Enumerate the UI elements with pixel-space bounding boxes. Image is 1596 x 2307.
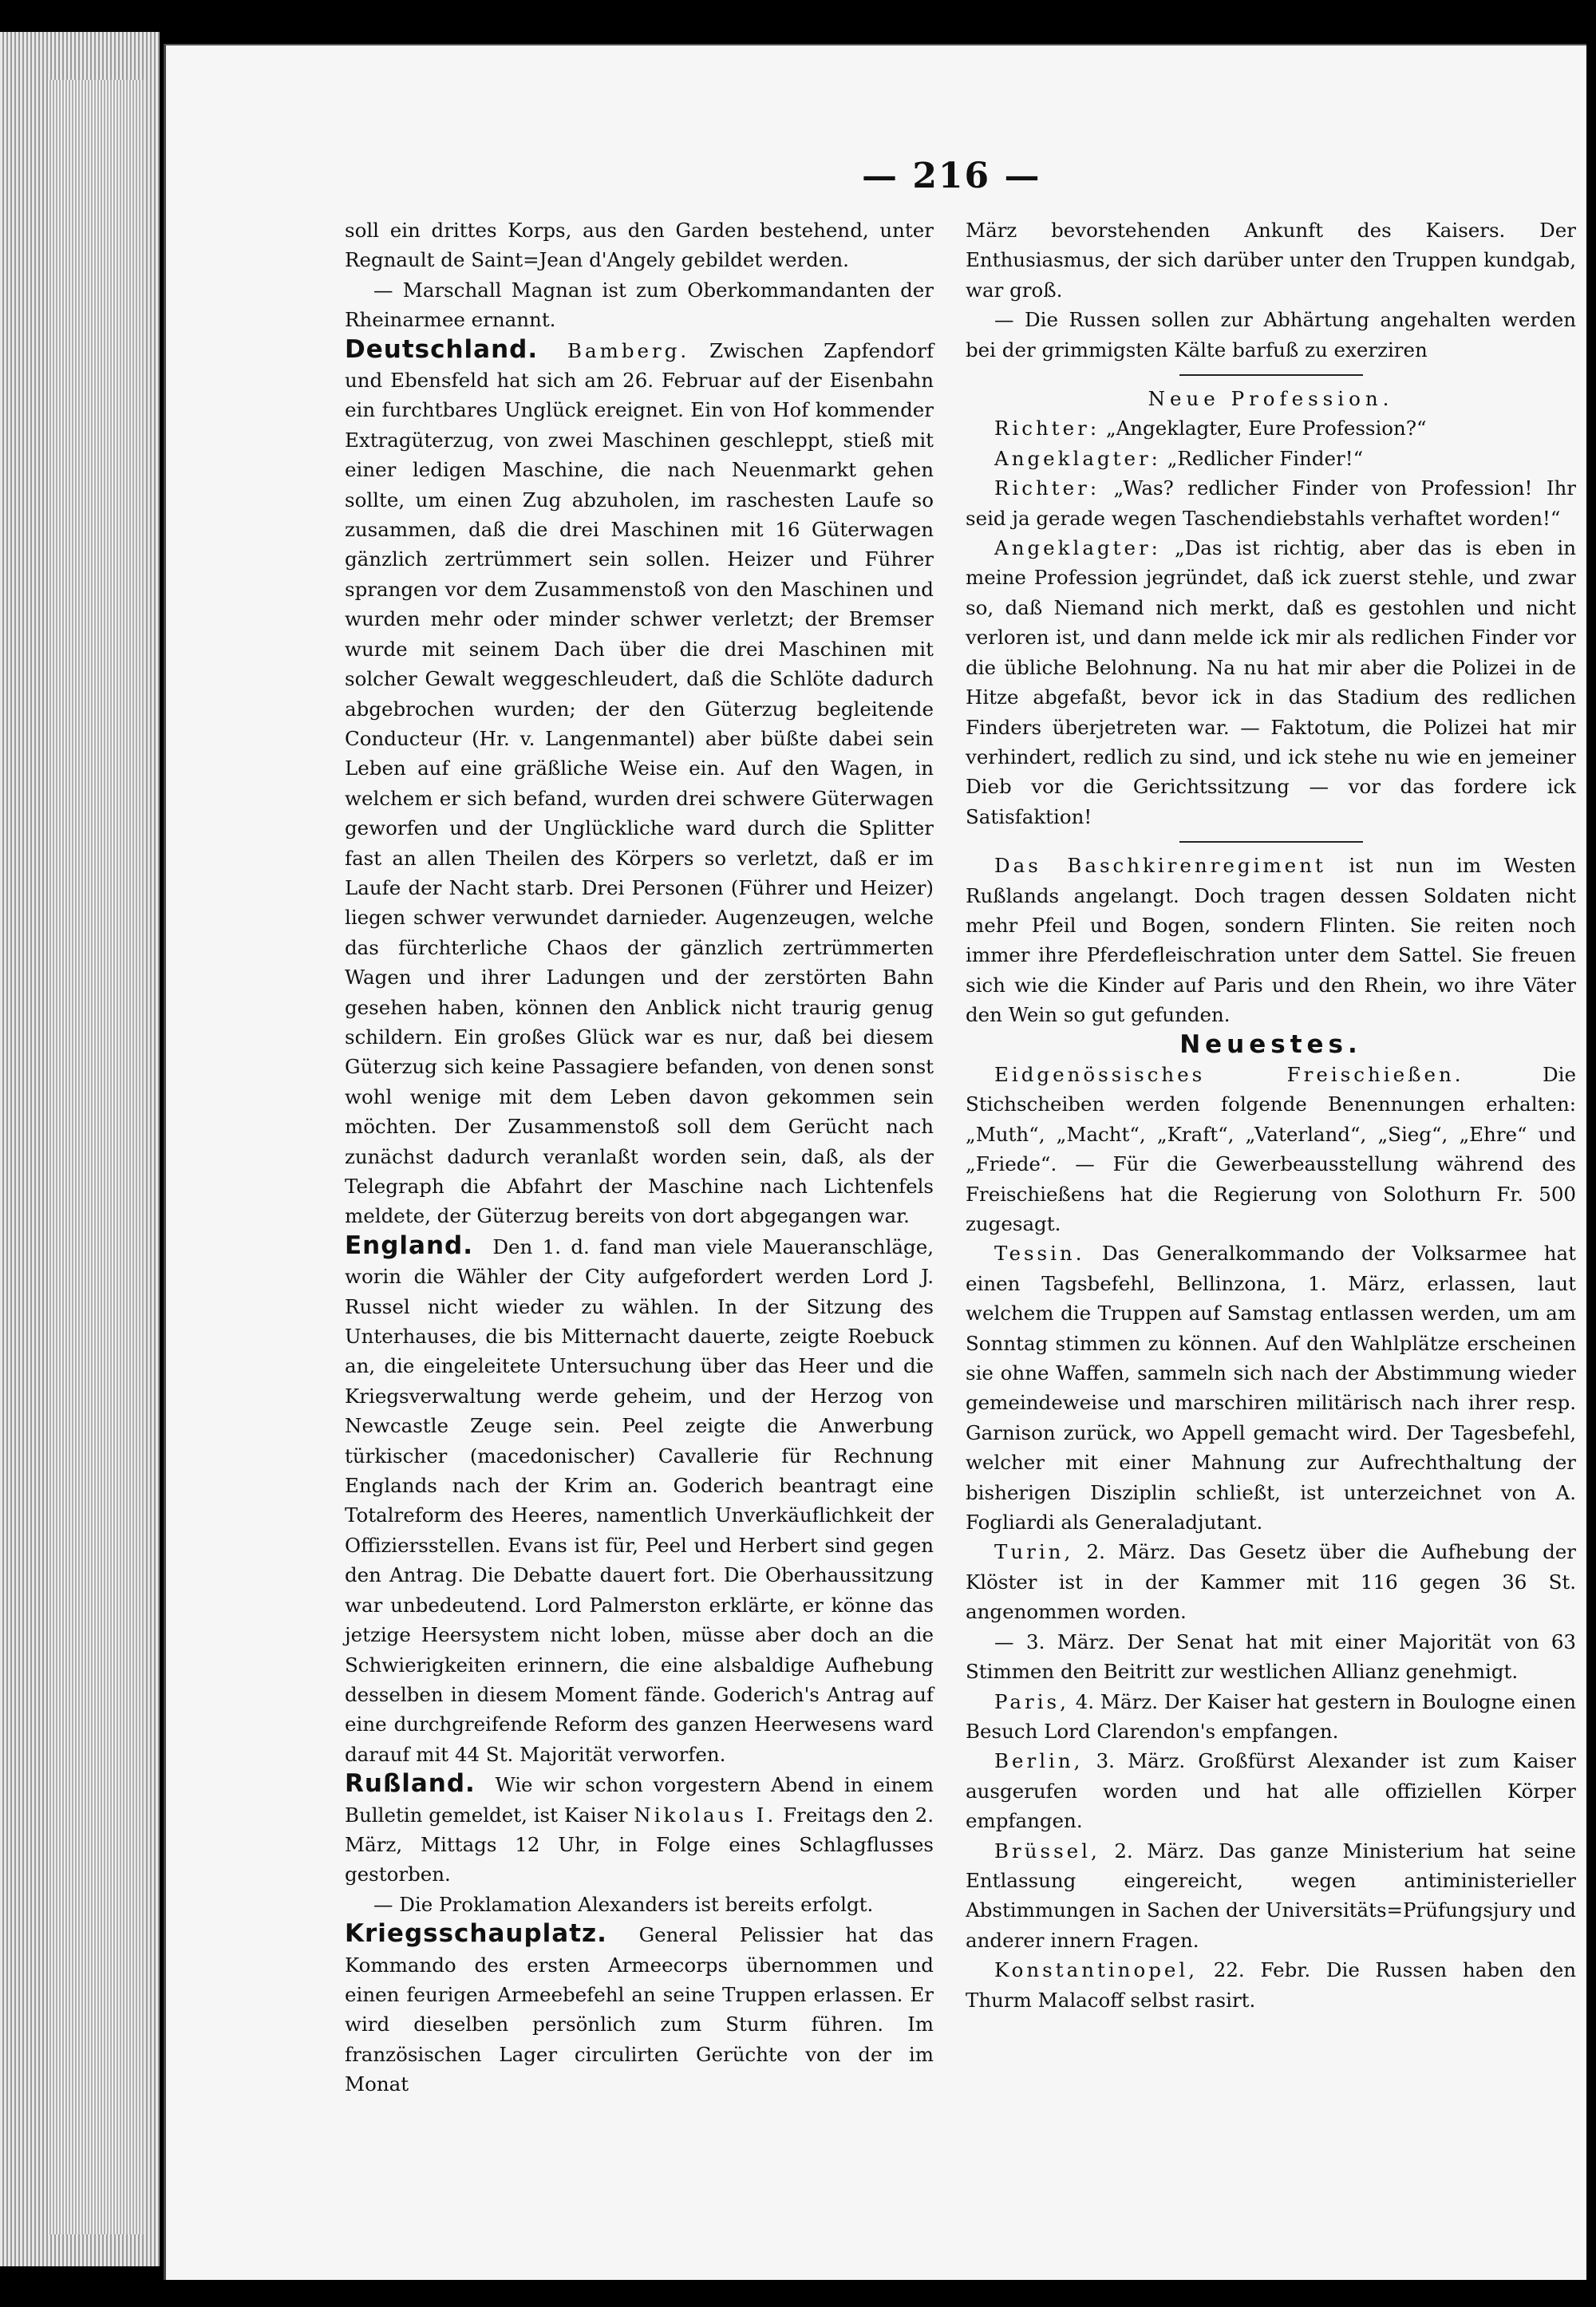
section-heading-kriegsschauplatz: Kriegsschauplatz. — [345, 1919, 607, 1949]
dialogue-line — [966, 473, 1576, 533]
article-paragraph: — Marschall Magnan ist zum Oberkommandanten der Rheinarmee ernannt. — [345, 278, 934, 332]
dateline: Paris, — [994, 1689, 1069, 1713]
dialogue-line — [966, 413, 1576, 443]
article-england — [345, 1231, 934, 1769]
left-column — [345, 215, 934, 2100]
news-text: 4. März. Der Kaiser hat gestern in Boulogne einen Besuch Lord Clarendon's empfangen. — [966, 1689, 1576, 1743]
news-item — [966, 1836, 1576, 1956]
page-number: — 216 — — [862, 156, 1041, 196]
article-text: Freitags den 2. März, Mittags 12 Uhr, in Folge eines Schlagflusses gestorben. — [345, 1803, 934, 1886]
dateline: Konstantinopel, — [994, 1958, 1198, 1982]
article-text: Den 1. d. fand man viele Maueranschläge, worin die Wähler der City aufgefordert werden Lord J. Russel nicht wieder zu wählen. In der Sitzung des Unterhauses, die bis Mitternacht dauerte, zeigte Roebuck an, die eingeleitete Untersuchung über das Heer und die Kriegsverwaltung werde geheim, und der Herzog von Newcastle Zeuge sein. Peel zeigte die Anwerbung türkischer (macedonischer) Cavallerie für Rechnung Englands nach der Krim an. Goderich beantragt eine Totalreform des Heeres, namentlich Unverkäuflichkeit der Offiziersstellen. Evans ist für, Peel und Herbert sind gegen den Antrag. Die Debatte dauert fort. Die Oberhaussitzung war unbedeutend. Lord Palmerston erklärte, er könne das jetzige Heersystem nicht loben, müsse aber doch an die Schwierigkeiten erinnern, die eine alsbaldige Aufhebung desselben in diesem Moment fände. Goderich's Antrag auf eine durchgreifende Reform des ganzen Heerwesens ward darauf mit 44 St. Majorität verworfen. — [345, 1234, 934, 1766]
dialogue-text: „Redlicher Finder!“ — [1167, 446, 1364, 470]
article-paragraph: — Die Proklamation Alexanders ist bereits erfolgt. — [373, 1892, 874, 1916]
news-item — [966, 1537, 1576, 1626]
dialogue-line — [966, 533, 1576, 832]
dialogue-text: „Das ist richtig, aber das is eben in meine Profession jegründet, daß ick zuerst stehle, und zwar so, daß Niemand nich merkt, daß es gestohlen und nicht verloren ist, und dann melde ick mir als redlichen Finder vor die übliche Belohnung. Na nu hat mir aber die Polizei in de Hitze abgefaßt, bevor ick in das Stadium des redlichen Finders überjetreten war. — Faktotum, die Polizei hat mir verhindert, redlich zu sind, und ick stehe nu wie en jemeiner Dieb vor die Gerichtssitzung — vor das fordere ick Satisfaktion! — [966, 536, 1576, 828]
speaker-label: Angeklagter: — [994, 536, 1161, 560]
dateline: Turin, — [994, 1540, 1074, 1564]
right-column — [966, 215, 1576, 2015]
article-text: ist nun im Westen Rußlands angelangt. Doch tragen dessen Soldaten nicht mehr Pfeil und Bogen, sondern Flinten. Sie reiten noch immer ihre Pferdefleischration unter dem Sattel. Sie freuen sich wie die Kinder auf Paris und den Rhein, wo ihre Väter den Wein so gut gefunden. — [966, 854, 1577, 1027]
article-russland — [345, 1769, 934, 1890]
news-item — [966, 1955, 1576, 2015]
section-heading-russland: Rußland. — [345, 1769, 476, 1799]
article-text: Zwischen Zapfendorf und Ebensfeld hat sich am 26. Februar auf der Eisenbahn ein furchtbares Unglück ereignet. Ein von Hof kommender Extragüterzug, von zwei Maschinen geschleppt, stieß mit einer ledigen Maschine, die nach Neuenmarkt gehen sollte, um einen Zug abzuholen, im raschesten Laufe so zusammen, daß die drei Maschinen mit 16 Güterwagen gänzlich zertrümmert sein sollen. Heizer und Führer sprangen vor dem Zusammenstoß von den Maschinen und wurden mehr oder minder schwer verletzt; der Bremser wurde mit seinem Dach über die drei Maschinen mit solcher Gewalt weggeschleudert, daß die Schlöte dadurch abgebrochen wurden; der den Güterzug begleitende Conducteur (Hr. v. Langenmantel) aber büßte dabei sein Leben auf eine gräßliche Weise ein. Auf den Wagen, in welchem er sich befand, wurden drei schwere Güterwagen geworfen und der Unglückliche ward durch die Splitter fast an allen Theilen des Körpers so verletzt, daß er im Laufe der Nacht starb. Drei Personen (Führer und Heizer) liegen schwer verwundet darnieder. Augenzeugen, welche das fürchterliche Chaos der gänzlich zertrümmerten Wagen und ihrer Ladungen und der zerstörten Bahn gesehen haben, können den Anblick nicht traurig genug schildern. Ein großes Glück war es nur, daß bei diesem Güterzug sich keine Passagiere befanden, von denen sonst wohl wenige mit dem Leben davon gekommen sein möchten. Der Zusammenstoß soll dem Gerücht nach zunächst dadurch veranlaßt worden sein, daß, als der Telegraph die Abfahrt der Maschine nach Lichtenfels meldete, der Güterzug bereits von dort abgegangen war. — [345, 338, 934, 1228]
lead-label: Das Baschkirenregiment — [994, 854, 1326, 878]
news-item — [966, 1238, 1576, 1537]
news-text: 3. März. Großfürst Alexander ist zum Kaiser ausgerufen worden und hat alle offiziellen Körper empfangen. — [966, 1749, 1576, 1833]
dateline: Brüssel, — [994, 1839, 1100, 1863]
article-baschkiren — [966, 851, 1576, 1029]
news-text: 2. März. Das Gesetz über die Aufhebung der Klöster ist in der Kammer mit 116 gegen 36 St. angenommen worden. — [966, 1540, 1576, 1624]
news-text: Die Stichscheiben werden folgende Benennungen erhalten: „Muth“, „Macht“, „Kraft“, „Vaterland“, „Sieg“, „Ehre“ und „Friede“. — Für die Gewerbeausstellung während des Freischießens hat die Regierung von Solothurn Fr. 500 zugesagt. — [966, 1062, 1576, 1235]
dateline: Eidgenössisches Freischießen. — [994, 1062, 1464, 1086]
article-paragraph: März bevorstehenden Ankunft des Kaisers. Der Enthusiasmus, der sich darüber unter den Truppen kundgab, war groß. — [966, 219, 1576, 302]
divider-rule — [1179, 841, 1363, 843]
dialogue-text: „Was? redlicher Finder von Profession! Ihr seid ja gerade wegen Taschendiebstahls verhaftet worden!“ — [966, 476, 1576, 530]
book-page-edges-inner — [48, 80, 144, 2234]
article-paragraph: — Die Russen sollen zur Abhärtung angehalten werden bei der grimmigsten Kälte barfuß zu exerziren — [966, 308, 1576, 361]
section-heading-deutschland: Deutschland. — [345, 334, 539, 364]
section-heading-neuestes: Neuestes. — [1179, 1029, 1362, 1059]
speaker-label: Richter: — [994, 476, 1100, 500]
news-item — [966, 1060, 1576, 1238]
news-item — [966, 1687, 1576, 1747]
article-text: General Pelissier hat das Kommando des ersten Armeecorps übernommen und einen feurigen Armeebefehl an seine Truppen erlassen. Er wird dieselben persönlich zum Sturm führen. Im französischen Lager circulirten Gerüchte von der im Monat — [345, 1923, 934, 2096]
book-page-edges — [0, 32, 160, 2266]
article-text: Wie wir schon vorgestern Abend in einem Bulletin gemeldet, ist Kaiser — [345, 1773, 934, 1827]
article-kriegsschauplatz — [345, 1919, 934, 2099]
dialogue-line — [966, 444, 1576, 473]
article-deutschland — [345, 335, 934, 1231]
news-item — [966, 1746, 1576, 1835]
section-heading-england: England. — [345, 1231, 474, 1260]
dateline-bamberg: Bamberg. — [567, 338, 690, 362]
article-paragraph: soll ein drittes Korps, aus den Garden bestehend, unter Regnault de Saint=Jean d'Angely gebildet werden. — [345, 219, 934, 272]
news-text: 2. März. Das ganze Ministerium hat seine Entlassung eingereicht, wegen antiministerieller Abstimmungen in Sachen der Universitäts=Prüfungsjury und anderer innern Fragen. — [966, 1839, 1576, 1952]
news-text: 22. Febr. Die Russen haben den Thurm Malacoff selbst rasirt. — [966, 1958, 1576, 2012]
dateline: Tessin. — [994, 1242, 1085, 1266]
dialogue-text: „Angeklagter, Eure Profession?“ — [1105, 417, 1427, 440]
speaker-label: Angeklagter: — [994, 446, 1161, 470]
divider-rule — [1179, 374, 1363, 376]
news-text: Das Generalkommando der Volksarmee hat einen Tagsbefehl, Bellinzona, 1. März, erlassen, laut welchem die Truppen auf Samstag entlassen werden, um am Sonntag stimmen zu können. Auf den Wahlplätze erscheinen sie ohne Waffen, sammeln sich nach der Abstimmung wieder gemeindeweise und marschiren militärisch nach ihrer resp. Garnison zurück, wo Appell gemacht wird. Der Tagesbefehl, welcher mit einer Mahnung zur Aufrechthaltung der bisherigen Disziplin schließt, ist unterzeichnet von A. Fogliardi als Generaladjutant. — [966, 1242, 1576, 1535]
news-item: — 3. März. Der Senat hat mit einer Majorität von 63 Stimmen den Beitritt zur westlichen Allianz genehmigt. — [966, 1630, 1576, 1684]
emphasized-name: Nikolaus I. — [634, 1803, 777, 1827]
dateline: Berlin, — [994, 1749, 1084, 1773]
title-neue-profession: Neue Profession. — [1148, 387, 1394, 411]
speaker-label: Richter: — [994, 417, 1100, 440]
